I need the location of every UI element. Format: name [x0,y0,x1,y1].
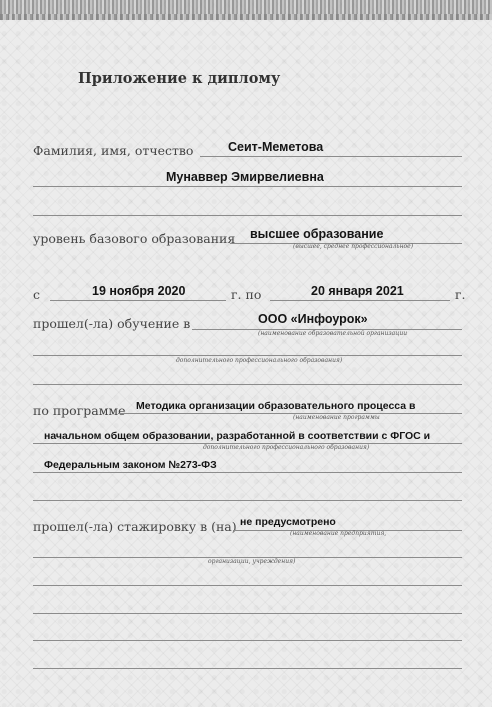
blank-line-5 [33,640,462,641]
blank-line-1 [33,384,462,385]
training-line-2 [33,355,462,356]
program-text-3: Федеральным законом №273-ФЗ [44,459,217,471]
fio-name: Мунаввер Эмирвелиевна [166,170,324,184]
internship-hint-1: (наименование предприятия, [290,530,387,537]
program-text-1: Методика организации образовательного процесса в [136,400,416,412]
fio-surname: Сеит-Меметова [228,140,324,154]
fio-line-1 [200,156,462,157]
blank-line-3 [33,585,462,586]
period-year-suffix: г. [455,287,466,302]
internship-value: не предусмотрено [240,516,336,528]
program-line-3 [33,472,462,473]
training-value: ООО «Инфоурок» [258,312,368,326]
internship-hint-2: организации, учреждения) [208,558,296,565]
period-from-date: 19 ноября 2020 [92,284,186,298]
internship-label: прошел(-ла) стажировку в (на) [33,519,237,534]
program-hint-2: дополнительного профессионального образования) [203,444,370,451]
fio-label: Фамилия, имя, отчество [33,143,194,158]
period-to-label: г. по [231,287,262,302]
education-hint: (высшее, среднее профессиональное) [293,243,414,250]
period-from-line [50,300,226,301]
training-hint-2: дополнительного профессионального образования) [176,357,343,364]
training-label: прошел(-ла) обучение в [33,316,191,331]
program-hint-1: (наименование программы [293,414,380,421]
period-from-label: с [33,287,41,302]
training-hint: (наименование образовательной организации [258,330,408,337]
period-to-line [270,300,450,301]
period-to-date: 20 января 2021 [311,284,404,298]
blank-line-2 [33,500,462,501]
fio-line-2 [33,186,462,187]
page-title: Приложение к диплому [78,70,281,87]
education-value: высшее образование [250,227,384,241]
program-text-2: начальном общем образовании, разработанной в соответствии с ФГОС и [44,430,431,442]
blank-line-4 [33,613,462,614]
program-line-1 [118,413,462,414]
blank-line-6 [33,668,462,669]
program-label: по программе [33,403,126,418]
education-label: уровень базового образования [33,231,236,246]
fio-line-3 [33,215,462,216]
decorative-top-border [0,0,492,20]
